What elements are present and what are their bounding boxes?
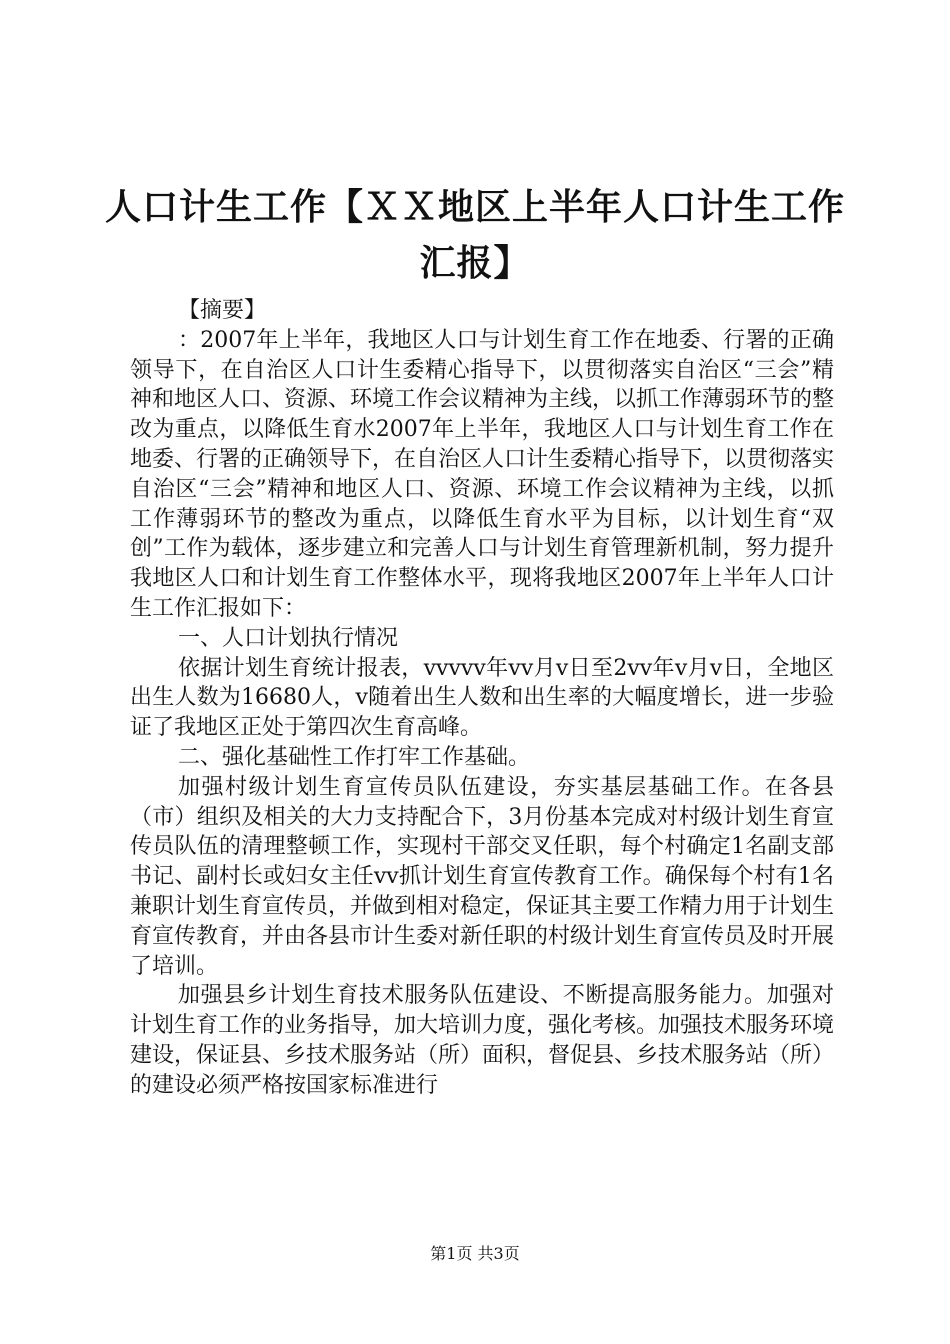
abstract-heading: 【摘要】 — [178, 298, 267, 323]
page-number-footer: 第1页 共3页 — [430, 1244, 520, 1263]
section-1-paragraph: 依据计划生育统计报表，vvvvv年vv月v日至2vv年v月v日，全地区出生人数为16680人，v随着出生人数和出生率的大幅度增长，进一步验证了我地区正处于第四次生育高峰。 — [130, 655, 834, 741]
document-body — [130, 296, 834, 1101]
abstract-paragraph: ：2007年上半年，我地区人口与计划生育工作在地委、行署的正确领导下，在自治区人口计生委精心指导下，以贯彻落实自治区“三会”精神和地区人口、资源、环境工作会议精神为主线，以抓工作薄弱环节的整改为重点，以降低生育水2007年上半年，我地区人口与计划生育工作在地委、行署的正确领导下，在自治区人口计生委精心指导下，以贯彻落实自治区“三会”精神和地区人口、资源、环境工作会议精神为主线，以抓工作薄弱环节的整改为重点，以降低生育水平为目标，以计划生育“双创”工作为载体，逐步建立和完善人口与计划生育管理新机制，努力提升我地区人口和计划生育工作整体水平，现将我地区2007年上半年人口计生工作汇报如下： — [130, 327, 835, 621]
section-heading-2: 二、强化基础性工作打牢工作基础。 — [178, 744, 531, 770]
section-2-paragraph-1: 加强村级计划生育宣传员队伍建设，夯实基层基础工作。在各县（市）组织及相关的大力支持配合下，3月份基本完成对村级计划生育宣传员队伍的清理整顿工作，实现村干部交叉任职，每个村确定1名副支部书记、副村长或妇女主任vv抓计划生育宣传教育工作。确保每个村有1名兼职计划生育宣传员，并做到相对稳定，保证其主要工作精力用于计划生育宣传教育，并由各县市计生委对新任职的村级计划生育宣传员及时开展了培训。 — [130, 774, 835, 979]
page-title — [0, 180, 950, 292]
section-2-paragraph-2: 加强县乡计划生育技术服务队伍建设、不断提高服务能力。加强对计划生育工作的业务指导，加大培训力度，强化考核。加强技术服务环境建设，保证县、乡技术服务站（所）面积，督促县、乡技术服务站（所）的建设必须严格按国家标准进行 — [130, 983, 835, 1098]
page-title-line-1: 人口计生工作【ＸＸ地区上半年人口计生工作 — [104, 187, 845, 228]
page-title-line-2: 汇报】 — [419, 243, 531, 284]
section-heading-1: 一、人口计划执行情况 — [178, 625, 399, 651]
